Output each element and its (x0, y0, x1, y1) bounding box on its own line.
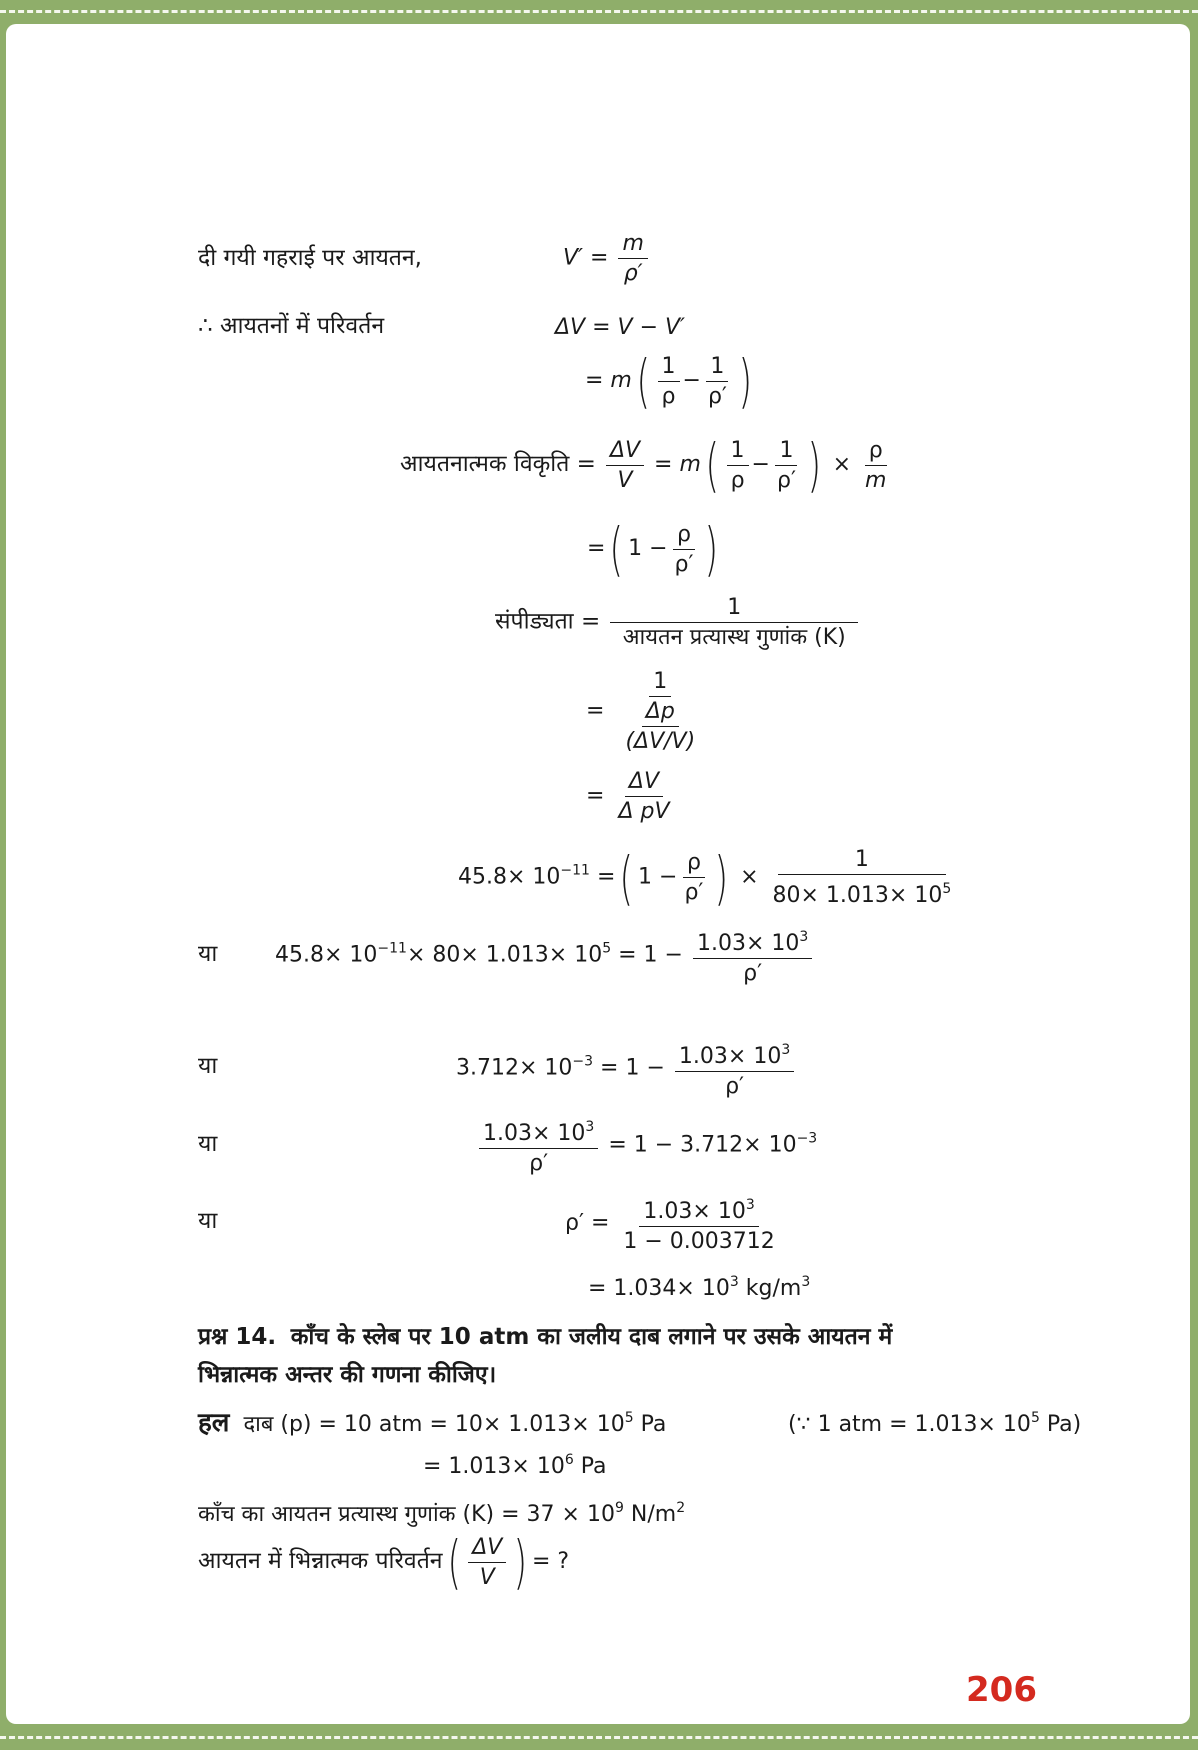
bulk-modulus-line: काँच का आयतन प्रत्यास्थ गुणांक $(K) = 37 \times 10^9$ $N/m^2$ (198, 1500, 686, 1527)
rearranged-eq-2: $3.712\times 10^{-3} = 1$ − $\frac{1.03\times 10^3}{\rho'}$ (456, 1037, 797, 1100)
numeric-substitution-eq: $45.8\times 10^{-11}$ =( 1 − $\frac{\rho}{\rho'}$ ) × $\frac{1}{80\times 1.013\times 10^5}$ (458, 843, 952, 912)
ya-2: या (198, 1053, 218, 1079)
density-eq: ρ′ = $\frac{1.03\times 10^3}{1 - 0.003712}$ (565, 1192, 782, 1255)
compressibility-eq-2: = $\frac{1}{\frac{\Delta p}{(\Delta V/V)}}$ (586, 669, 696, 754)
solution-label: हल (198, 1408, 230, 1438)
volume-change-eq-2: = m( $\frac{1}{\rho}$ − $\frac{1}{\rho'}$ ) (585, 347, 753, 415)
volumetric-strain-eq: आयतनात्मक विकृति = $\frac{\Delta V}{V}$ = m( $\frac{1}{\rho}$ − $\frac{1}{\rho'}$ ) × $\frac{\rho}{m}$ (400, 431, 887, 499)
ya-3: या (198, 1131, 218, 1157)
solution-pressure-2: = $1.013\times 10^6$ Pa (423, 1452, 607, 1479)
bottom-dashed-border (0, 1736, 1198, 1739)
question-text-line2: भिन्नात्मक अन्तर की गणना कीजिए। (198, 1362, 497, 1388)
solution-pressure: हल दाब (p) = 10 atm = $10\times 1.013\times 10^5$ Pa (198, 1408, 667, 1438)
volume-change-label: ∴ आयतनों में परिवर्तन (198, 313, 385, 339)
compressibility-eq-3: = $\frac{\Delta V}{\text{Δ pV}}$ (586, 769, 670, 824)
volume-at-depth-label: दी गयी गहराई पर आयतन, (198, 245, 422, 271)
fractional-change-line: आयतन में भिन्नात्मक परिवर्तन( $\frac{\Delta V}{V}$ ) = ? (198, 1528, 570, 1596)
rearranged-eq-1: $45.8\times 10^{-11}\times 80\times 1.013\times 10^5 = 1$ − $\frac{1.03\times 10^3}{\rho'}$ (275, 924, 815, 987)
rearranged-eq-3: $\frac{1.03\times 10^3}{\rho'}$ = $1 - 3.712\times 10^{-3}$ (476, 1114, 817, 1177)
top-dashed-border (0, 10, 1198, 13)
question-14 (198, 1318, 1050, 1394)
density-result: = $1.034\times 10^3$ $kg/m^3$ (588, 1274, 811, 1301)
atm-conversion-note: (∵ 1 atm = $1.013\times 10^5$ Pa) (788, 1410, 1082, 1437)
question-label: प्रश्न 14. (198, 1324, 277, 1350)
page-number: 206 (966, 1670, 1037, 1710)
question-text-line1: काँच के स्लेब पर 10 atm का जलीय दाब लगाने पर उसके आयतन में (290, 1324, 893, 1350)
volume-change-eq: ΔV = V − V′ (555, 315, 686, 340)
volume-at-depth-eq: V′ = $\frac{m}{\rho'}$ (563, 230, 651, 287)
ya-1: या (198, 941, 218, 967)
volumetric-strain-eq-2: =( 1 − $\frac{\rho}{\rho'}$ ) (587, 515, 719, 583)
ya-4: या (198, 1208, 218, 1234)
compressibility-eq: संपीड्यता = $\frac{1}{\text{आयतन प्रत्यास्थ गुणांक (K)}}$ (495, 594, 861, 651)
